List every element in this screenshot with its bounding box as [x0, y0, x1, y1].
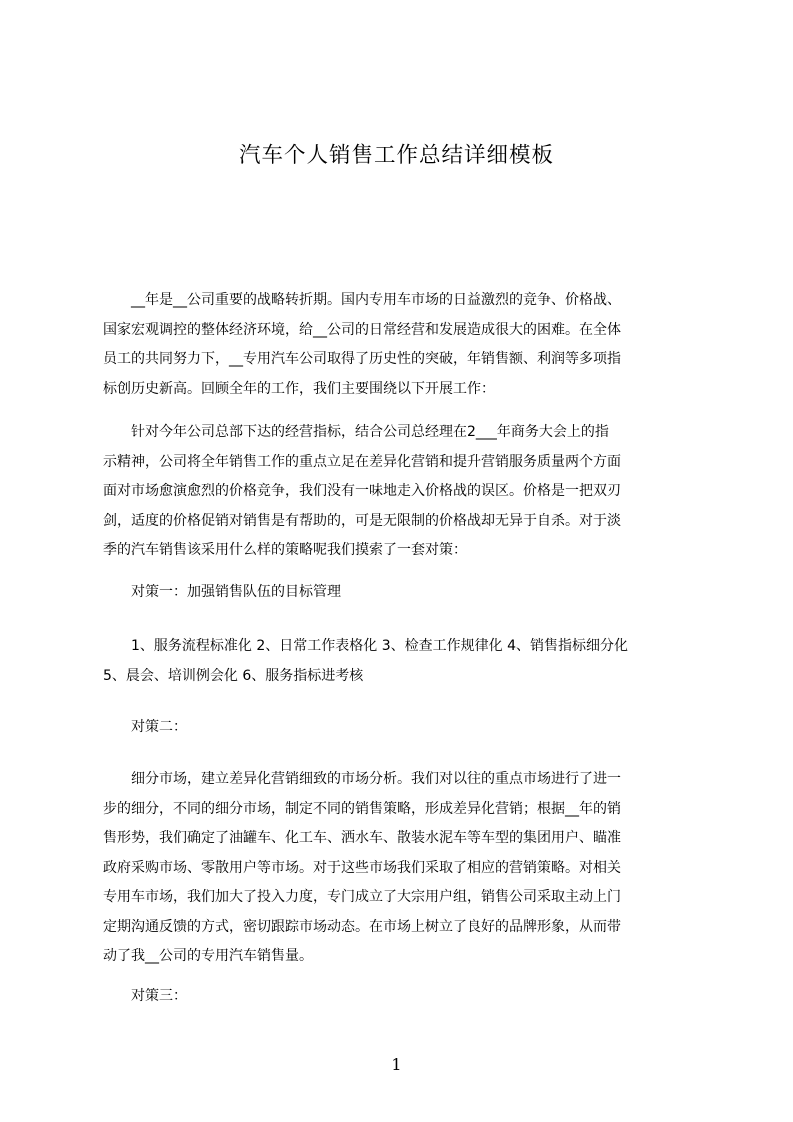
paragraph-line: 示精神，公司将全年销售工作的重点立足在差异化营销和提升营销服务质量两个方面 — [103, 453, 621, 470]
page-number: 1 — [391, 1055, 402, 1074]
paragraph-line: 剑，适度的价格促销对销售是有帮助的，可是无限制的价格战却无异于自杀。对于淡 — [103, 512, 621, 529]
paragraph-line: __年是__公司重要的战略转折期。国内专用车市场的日益激烈的竞争、价格战、 — [103, 292, 621, 308]
paragraph-line: 国家宏观调控的整体经济环境，给__公司的日常经营和发展造成很大的困难。在全体 — [103, 321, 621, 338]
paragraph-line: 定期沟通反馈的方式，密切跟踪市场动态。在市场上树立了良好的品牌形象，从而带 — [103, 918, 621, 935]
paragraph-line: 动了我__公司的专用汽车销售量。 — [103, 948, 313, 964]
paragraph-line: 标创历史新高。回顾全年的工作，我们主要围绕以下开展工作： — [103, 380, 495, 397]
paragraph-line: 政府采购市场、零散用户等市场。对于这些市场我们采取了相应的营销策略。对相关 — [103, 859, 621, 876]
heading-strategy-one — [103, 578, 701, 608]
paragraph-line: 面对市场愈演愈烈的价格竞争，我们没有一味地走入价格战的误区。价格是一把双刃 — [103, 483, 621, 499]
heading-strategy-three — [103, 982, 701, 1012]
paragraph-strategy-overview — [103, 418, 701, 566]
document-title: 汽车个人销售工作总结详细模板 — [238, 143, 554, 168]
paragraph-line: 针对今年公司总部下达的经营指标，结合公司总经理在2___年商务大会上的指 — [103, 424, 609, 440]
paragraph-line: 对策三： — [103, 988, 187, 1004]
paragraph-intro — [103, 286, 701, 404]
paragraph-line: 步的细分，不同的细分市场，制定不同的销售策略，形成差异化营销；根据__年的销 — [103, 800, 621, 817]
paragraph-line: 细分市场，建立差异化营销细致的市场分析。我们对以往的重点市场进行了进一 — [103, 771, 621, 787]
heading-strategy-two — [103, 713, 701, 743]
paragraph-line: 对策一：加强销售队伍的目标管理 — [103, 584, 341, 600]
paragraph-line: 5、晨会、培训例会化 6、服务指标进考核 — [103, 667, 364, 684]
paragraph-line: 员工的共同努力下，__专用汽车公司取得了历史性的突破，年销售额、利润等多项指 — [103, 351, 621, 367]
paragraph-strategy-two-body — [103, 765, 701, 972]
paragraph-strategy-one-items — [103, 632, 701, 691]
paragraph-line: 对策二： — [103, 719, 187, 735]
paragraph-line: 售形势，我们确定了油罐车、化工车、洒水车、散装水泥车等车型的集团用户、瞄准 — [103, 830, 621, 846]
paragraph-line: 专用车市场，我们加大了投入力度，专门成立了大宗用户组，销售公司采取主动上门 — [103, 889, 621, 905]
paragraph-line: 季的汽车销售该采用什么样的策略呢我们摸索了一套对策： — [103, 542, 467, 558]
paragraph-line: 1、服务流程标准化 2、日常工作表格化 3、检查工作规律化 4、销售指标细分化 — [103, 638, 628, 654]
